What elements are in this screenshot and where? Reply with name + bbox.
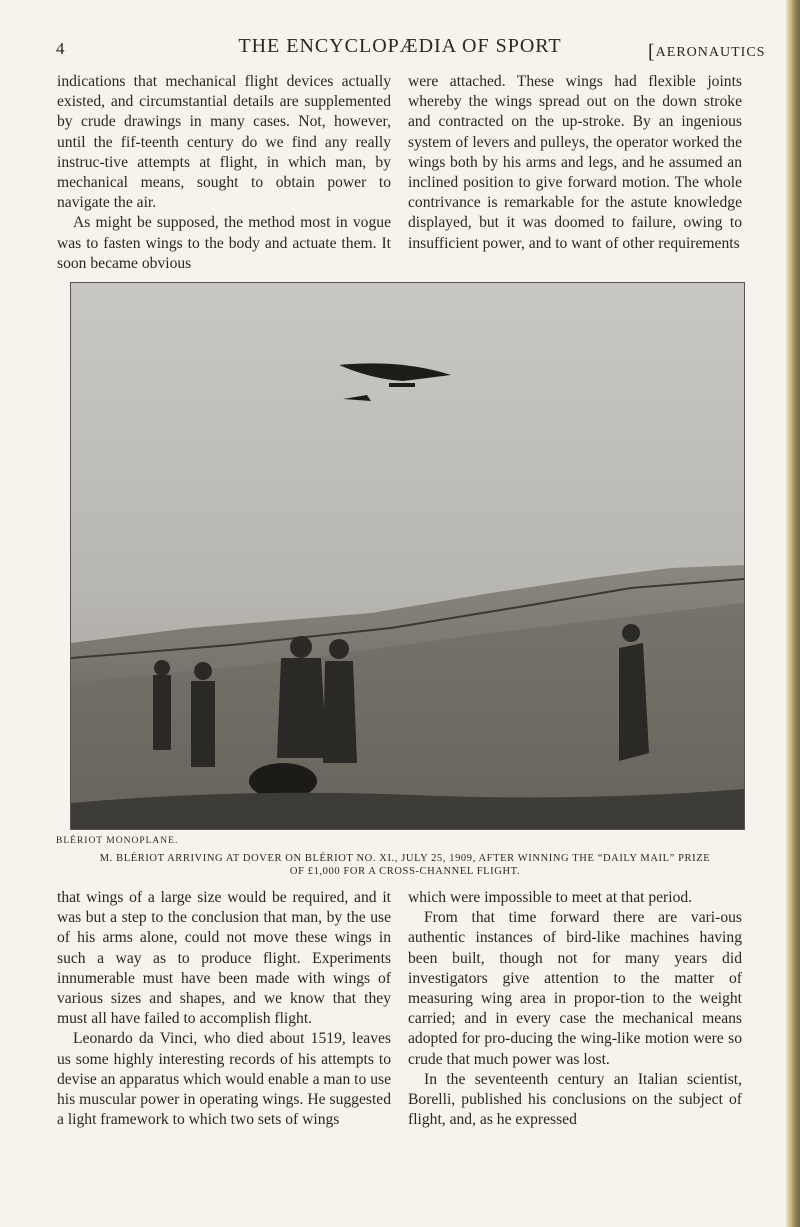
column-bottom-left: [57, 888, 391, 1130]
section-bracket: [: [648, 41, 656, 63]
paragraph: From that time forward there are vari-ous authentic instances of bird-like machines having been built, though not for many years did investigators give attention to the matter of measuring wing area in propor-tion to the weight carried; and in every case the mechanical means adopted for pro-ducing the wing-like motion were so crude that much power was lost.: [408, 909, 742, 1068]
column-top-left: [57, 72, 391, 274]
paragraph: which were impossible to meet at that period.: [408, 889, 693, 906]
paragraph: that wings of a large size would be required, and it was but a step to the conclusion that man, by the use of his arms alone, could not move these wings in such a way as to produce flight. Experiments innumerable must have been made with wings of various sizes and shapes, and we know that they must all have failed to accomplish flight.: [57, 889, 391, 1028]
figure-caption: [60, 852, 750, 878]
column-top-right: [408, 72, 742, 254]
page-edge: [786, 0, 800, 1227]
figure-caption-line: M. BLÉRIOT ARRIVING AT DOVER ON BLÉRIOT NO. XI., JULY 25, 1909, AFTER WINNING THE “DAILY MAIL” PRIZE: [99, 853, 711, 864]
figure-caption-line: OF £1,000 FOR A CROSS-CHANNEL FLIGHT.: [289, 866, 521, 877]
photograph-bleriot-monoplane: [70, 282, 745, 830]
section-label: [648, 39, 765, 62]
paragraph: Leonardo da Vinci, who died about 1519, leaves us some highly interesting records of his attempts to devise an apparatus which would enable a man to use his muscular power in operating wings. He suggested a light framework to which two sets of wings: [57, 1030, 391, 1129]
column-bottom-right: [408, 888, 742, 1130]
section-name: AERONAUTICS: [655, 45, 766, 60]
paragraph: were attached. These wings had flexible joints whereby the wings spread out on the down stroke and contracted on the up-stroke. By an ingenious system of levers and pulleys, the operator worked the wings both by his arms and legs, and he assumed an inclined position to give forward motion. The whole contrivance is remarkable for the astute knowledge displayed, but it was doomed to failure, owing to insufficient power, and to want of other requirements: [408, 73, 742, 252]
paragraph: In the seventeenth century an Italian scientist, Borelli, published his conclusions on the subject of flight, and, as he expressed: [408, 1070, 742, 1129]
running-header: [0, 35, 800, 63]
photo-illustration: [71, 283, 744, 829]
running-title: THE ENCYCLOPÆDIA OF SPORT: [238, 35, 562, 57]
page-number: 4: [56, 39, 65, 58]
paragraph: indications that mechanical flight devices actually existed, and circumstantial details are supplemented by crude drawings in many cases. Not, however, until the fif-teenth century do we find any really instruc-tive attempts at flight, in which man, by mechanical means, sought to obtain power to navigate the air.: [57, 73, 391, 212]
paragraph: As might be supposed, the method most in vogue was to fasten wings to the body and actuate them. It soon became obvious: [57, 214, 391, 272]
figure-caption-title: BLÉRIOT MONOPLANE.: [56, 836, 179, 846]
